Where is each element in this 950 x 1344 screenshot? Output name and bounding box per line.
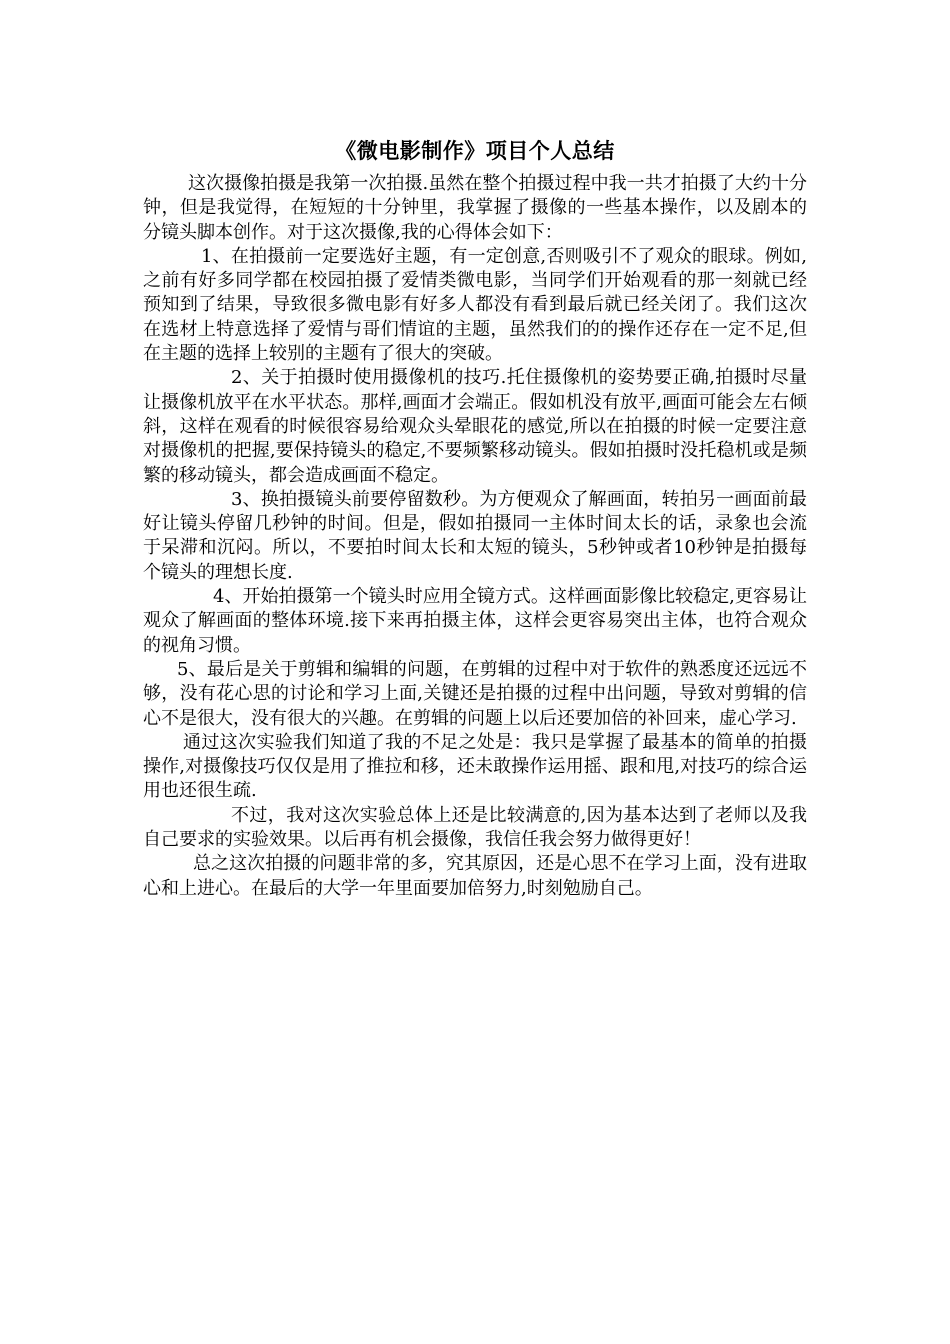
paragraph-shortcomings: 通过这次实验我们知道了我的不足之处是：我只是掌握了最基本的简单的拍摄操作,对摄像技巧仅仅是用了推拉和移，还未敢操作运用摇、跟和甩,对技巧的综合运用也还很生疏. bbox=[143, 731, 807, 802]
paragraph-point-1: 1、在拍摄前一定要选好主题，有一定创意,否则吸引不了观众的眼球。例如,之前有好多同学都在校园拍摄了爱情类微电影，当同学们开始观看的那一刻就已经预知到了结果，导致很多微电影有好多人都没有看到最后就已经关闭了。我们这次在选材上特意选择了爱情与哥们情谊的主题，虽然我们的的操作还存在一定不足,但在主题的选择上较别的主题有了很大的突破。 bbox=[143, 245, 807, 365]
document-body bbox=[143, 172, 807, 901]
paragraph-point-5: 5、最后是关于剪辑和编辑的问题，在剪辑的过程中对于软件的熟悉度还远远不够，没有花心思的讨论和学习上面,关键还是拍摄的过程中出问题，导致对剪辑的信心不是很大，没有很大的兴趣。在剪辑的问题上以后还要加倍的补回来，虚心学习. bbox=[143, 658, 807, 729]
paragraph-point-4: 4、开始拍摄第一个镜头时应用全镜方式。这样画面影像比较稳定,更容易让观众了解画面的整体环境.接下来再拍摄主体，这样会更容易突出主体，也符合观众的视角习惯。 bbox=[143, 586, 807, 656]
paragraph-point-3: 3、换拍摄镜头前要停留数秒。为方便观众了解画面，转拍另一画面前最好让镜头停留几秒钟的时间。但是，假如拍摄同一主体时间太长的话，录象也会流于呆滞和沉闷。所以，不要拍时间太长和太短的镜头，5秒钟或者10秒钟是拍摄每个镜头的理想长度. bbox=[143, 488, 807, 583]
paragraph-point-2: 2、关于拍摄时使用摄像机的技巧.托住摄像机的姿势要正确,拍摄时尽量让摄像机放平在水平状态。那样,画面才会端正。假如机没有放平,画面可能会左右倾斜，这样在观看的时候很容易给观众头晕眼花的感觉,所以在拍摄的时候一定要注意对摄像机的把握,要保持镜头的稳定,不要频繁移动镜头。假如拍摄时没托稳机或是频繁的移动镜头，都会造成画面不稳定。 bbox=[143, 367, 807, 486]
paragraph-conclusion: 总之这次拍摄的问题非常的多，究其原因，还是心思不在学习上面，没有进取心和上进心。在最后的大学一年里面要加倍努力,时刻勉励自己。 bbox=[143, 853, 807, 899]
paragraph-intro: 这次摄像拍摄是我第一次拍摄.虽然在整个拍摄过程中我一共才拍摄了大约十分钟，但是我觉得，在短短的十分钟里，我掌握了摄像的一些基本操作，以及剧本的分镜头脚本创作。对于这次摄像,我的心得体会如下： bbox=[143, 173, 807, 243]
paragraph-satisfaction: 不过，我对这次实验总体上还是比较满意的,因为基本达到了老师以及我自己要求的实验效果。以后再有机会摄像，我信任我会努力做得更好！ bbox=[143, 804, 807, 851]
document-title: 《微电影制作》项目个人总结 bbox=[335, 138, 615, 163]
